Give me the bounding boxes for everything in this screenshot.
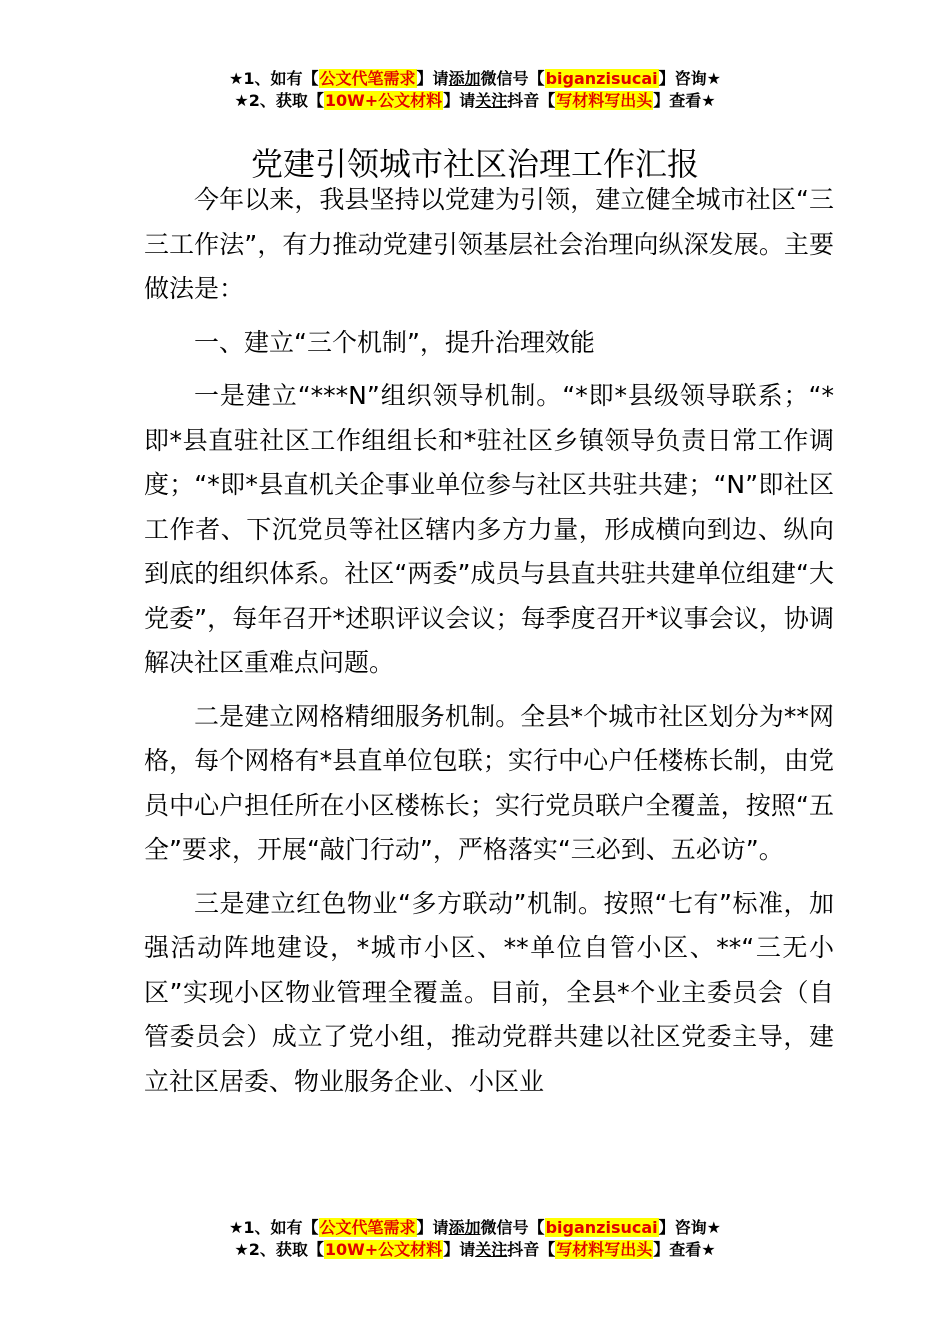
highlight-ghostwriting: 公文代笔需求 [319,1218,416,1237]
paragraph-mechanism-3: 三是建立红色物业“多方联动”机制。按照“七有”标准，加强活动阵地建设，*城市小区、**单位自管小区、**“三无小区”实现小区物业管理全覆盖。目前，全县*个业主委员会（自管委员会）成立了党小组，推动党群共建以社区党委主导，建立社区居委、物业服务企业、小区业 [144,888,834,1096]
promo-footer [0,1217,950,1261]
highlight-douyin: 写材料写出头 [556,91,653,110]
highlight-wechat-id: biganzisucai [545,69,658,88]
promo-header [0,68,950,112]
highlight-wechat-id: biganzisucai [545,1218,658,1237]
promo-line-1: ★1、如有【公文代笔需求】请添加微信号【biganzisucai】咨询★ [229,1218,721,1237]
highlight-materials: 10W+公文材料 [324,91,443,110]
highlight-materials: 10W+公文材料 [324,1240,443,1259]
paragraph-intro: 今年以来，我县坚持以党建为引领，建立健全城市社区“三三工作法”，有力推动党建引领基层社会治理向纵深发展。主要做法是： [144,185,834,303]
highlight-douyin: 写材料写出头 [556,1240,653,1259]
promo-line-2: ★2、获取【10W+公文材料】请关注抖音【写材料写出头】查看★ [234,1240,716,1259]
section-heading-1: 一、建立“三个机制”，提升治理效能 [194,327,595,357]
paragraph-mechanism-2: 二是建立网格精细服务机制。全县*个城市社区划分为**网格，每个网格有*县直单位包联；实行中心户任楼栋长制，由党员中心户担任所在小区楼栋长；实行党员联户全覆盖，按照“五全”要求，开展“敲门行动”，严格落实“三必到、五必访”。 [144,701,834,864]
promo-line-1: ★1、如有【公文代笔需求】请添加微信号【biganzisucai】咨询★ [229,69,721,88]
paragraph-mechanism-1: 一是建立“***N”组织领导机制。“*即*县级领导联系；“*即*县直驻社区工作组组长和*驻社区乡镇领导负责日常工作调度；“*即*县直机关企事业单位参与社区共驻共建；“N”即社区工作者、下沉党员等社区辖内多方力量，形成横向到边、纵向到底的组织体系。社区“两委”成员与县直共驻共建单位组建“大党委”，每年召开*述职评议会议；每季度召开*议事会议，协调解决社区重难点问题。 [144,381,834,677]
document-body [144,178,834,1113]
promo-line-2: ★2、获取【10W+公文材料】请关注抖音【写材料写出头】查看★ [234,91,716,110]
highlight-ghostwriting: 公文代笔需求 [319,69,416,88]
document-title: 党建引领城市社区治理工作汇报 [250,145,699,184]
